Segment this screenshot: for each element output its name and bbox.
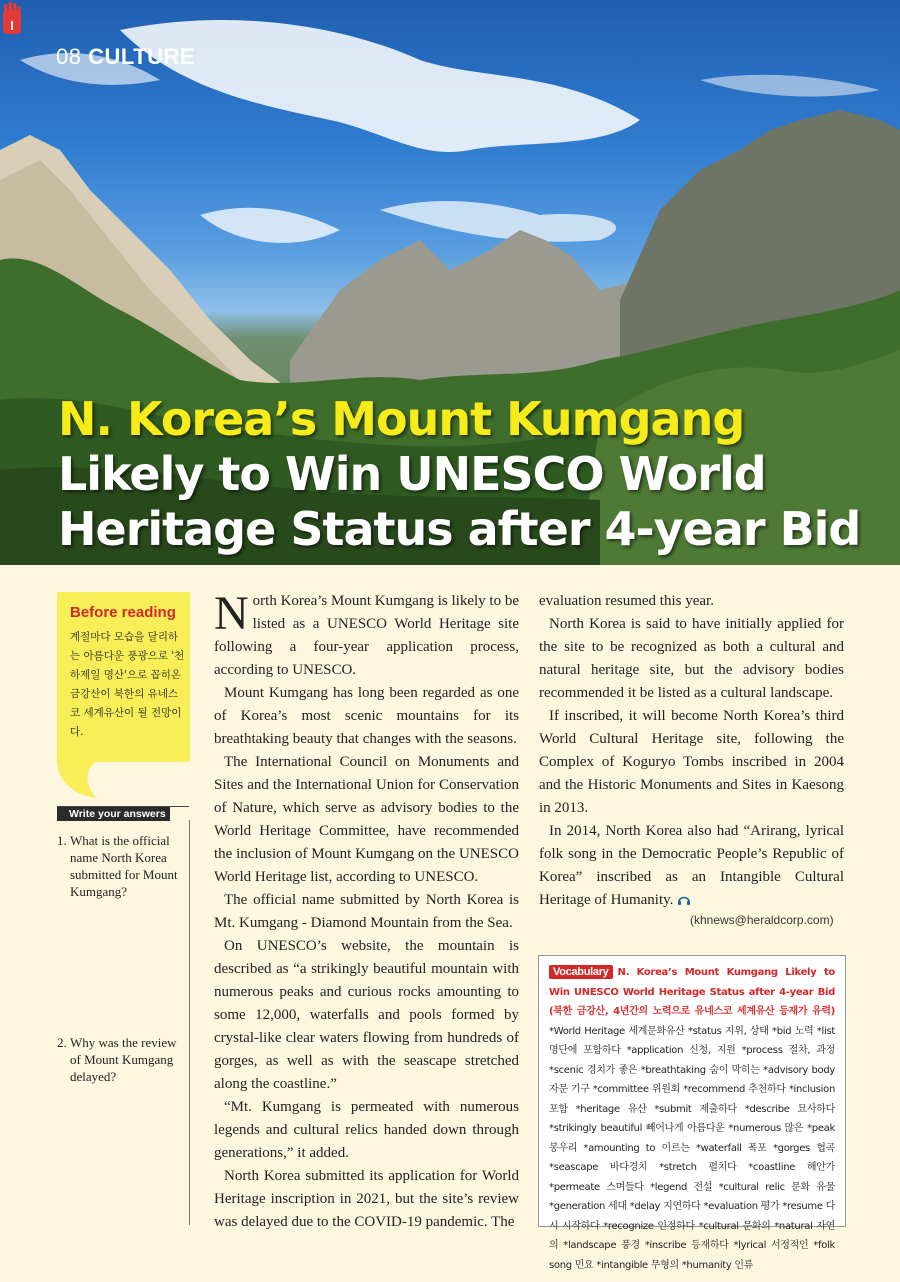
question-number: 2.	[57, 1035, 67, 1050]
question-number: 1.	[57, 833, 67, 848]
section-label	[56, 44, 195, 70]
question-2	[57, 1034, 182, 1085]
article-paragraph: On UNESCO’s website, the mountain is described as “a strikingly beautiful mountain with numerous peaks and curious rocks amounting to some 12,000, waterfalls and pools formed by crystal-like clear waters flowing from hundreds of gorges, as well as with the seascape stretched along the coastline.”	[214, 938, 519, 1092]
vocabulary-items: *World Heritage 세계문화유산 *status 지위, 상태 *bid 노력 *list 명단에 포함하다 *application 신청, 지원 *process 절차, 과정 *scenic 경치가 좋은 *breathtaking 숨이 막히는 *advisory body 자문 기구 *committee 위원회 *recommend 추천하다 *inclusion 포함 *heritage 유산 *submit 제출하다 *describe 묘사하다 *strikingly beautiful 빼어나게 아름다운 *numerous 많은 *peak 봉우리 *amounting to 이르는 *waterfall 폭포 *gorges 협곡 *seascape 바다경치 *stretch 펼치다 *coastline 해안가 *permeate 스며들다 *legend 전설 *cultural relic 문화 유물 *generation 세대 *delay 지연하다 *evaluation 평가 *resume 다시 시작하다 *recognize 인정하다 *cultural 문화의 *natural 자연의 *landscape 풍경 *inscribe 등재하다 *lyrical 서정적인 *folk song 민요 *intangible 무형의 *humanity 인류	[549, 1025, 835, 1271]
article-column-2	[539, 590, 844, 912]
note-tail-shape	[57, 740, 137, 800]
article-paragraph: The official name submitted by North Korea is Mt. Kumgang - Diamond Mountain from the Sea.	[214, 892, 519, 931]
article-paragraph: evaluation resumed this year.	[539, 593, 714, 609]
article-paragraph: In 2014, North Korea also had “Arirang, lyrical folk song in the Democratic People’s Republic of Korea” inscribed as an Intangible Cultural Heritage of Humanity.	[539, 823, 844, 908]
intermediate-level-icon	[0, 0, 24, 38]
article-paragraph: The International Council on Monuments and Sites and the International Union for Conservation of Nature, which serve as advisory bodies to the World Heritage Committee, have recommended the inclusion of Mount Kumgang on the UNESCO World Heritage list, according to UNESCO.	[214, 754, 519, 885]
vocabulary-tag: Vocabulary	[549, 965, 613, 979]
author-email: (khnews@heraldcorp.com)	[690, 913, 834, 927]
vocabulary-heading: N. Korea’s Mount Kumgang Likely to Win UNESCO World Heritage Status after 4-year Bid (북한 금강산, 4년간의 노력으로 유네스코 세계유산 등재가 유력)	[549, 967, 835, 1017]
hero-photo	[0, 0, 900, 565]
headline-highlight: N. Korea’s Mount Kumgang	[58, 392, 745, 446]
article-paragraph: “Mt. Kumgang is permeated with numerous legends and cultural relics handed down through generations,” it added.	[214, 1099, 519, 1161]
question-text: What is the official name North Korea submitted for Mount Kumgang?	[70, 833, 178, 899]
headphone-icon	[677, 893, 691, 905]
write-answers-label: Write your answers	[57, 807, 170, 821]
section-number: 08	[56, 44, 82, 69]
write-answers-divider	[189, 820, 190, 1225]
question-1	[57, 832, 182, 900]
level-letter: I	[10, 18, 14, 33]
drop-cap: N	[214, 587, 249, 640]
headline-rest: Likely to Win UNESCO World Heritage Status after 4-year Bid	[58, 447, 861, 556]
before-reading-title: Before reading	[70, 604, 176, 621]
article-paragraph: Mount Kumgang has long been regarded as one of Korea’s most scenic mountains for its breathtaking beauty that changes with the seasons.	[214, 685, 519, 747]
article-paragraph: North Korea submitted its application for World Heritage inscription in 2021, but the site’s review was delayed due to the COVID-19 pandemic. The	[214, 1168, 519, 1230]
article-column-1	[214, 587, 519, 1234]
article-paragraph: If inscribed, it will become North Korea’s third World Cultural Heritage site, following the Complex of Koguryo Tombs inscribed in 2004 and the Historic Monuments and Sites in Kaesong in 2013.	[539, 708, 844, 816]
section-name: CULTURE	[88, 44, 196, 69]
article-paragraph: North Korea’s Mount Kumgang is likely to be listed as a UNESCO World Heritage site following a four-year application process, according to UNESCO.	[214, 587, 519, 678]
article-headline	[58, 392, 878, 557]
article-paragraph: North Korea is said to have initially applied for the site to be recognized as both a cultural and natural heritage site, but the advisory bodies recommended it be listed as a cultural landscape.	[539, 616, 844, 701]
vocabulary-content	[549, 963, 835, 1275]
before-reading-body: 계절마다 모습을 달리하는 아름다운 풍광으로 '천하제일 명산'으로 꼽히온 금강산이 북한의 유네스코 세계유산이 될 전망이다.	[70, 631, 185, 738]
question-text: Why was the review of Mount Kumgang delayed?	[70, 1035, 177, 1084]
